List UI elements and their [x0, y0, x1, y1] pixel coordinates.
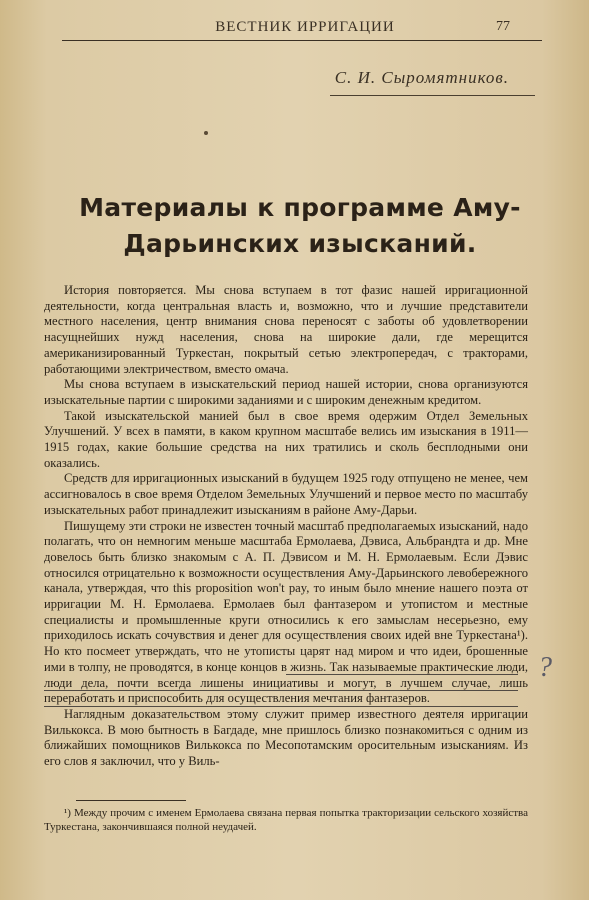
- footnote: ¹) Между прочим с именем Ермолаева связана первая попытка тракторизации сельского хозяйства Туркестана, закончившаяся полной неудачей.: [44, 807, 528, 833]
- author-name: С. И. Сыромятников.: [334, 68, 509, 87]
- pencil-underline-3: [44, 706, 518, 707]
- header-rule: [62, 40, 542, 41]
- page-number: 77: [496, 19, 510, 34]
- margin-question-mark: ?: [538, 652, 552, 683]
- paragraph-4: Средств для ирригационных изысканий в будущем 1925 году отпущено не менее, чем ассигновалось в свое время Отделом Земельных Улучшений и первое место по масштабу изыскательных работ принадлежит изысканиям в районе Аму-Дарьи.: [44, 471, 528, 517]
- paragraph-1: История повторяется. Мы снова вступаем в тот фазис нашей ирригационной деятельности, когда центральная власть и, возможно, что и лучшие представители местного населения, центр внимания снова переносят с заботы об удовлетворении насущнейших нужд населения, снова на широкие дали, где мерещится американизированный Туркестан, покрытый сетью электропередач, с тракторами, работающими электричеством, вместо омача.: [44, 283, 528, 376]
- author-rule: [330, 95, 535, 96]
- paragraph-6: Наглядным доказательством этому служит пример известного деятеля ирригации Вилькокса. В мою бытность в Багдаде, мне пришлось близко познакомиться с одним из ближайших помощников Вилькокса по Месопотамским оросительным изысканиям. Из его слов я заключил, что у Виль-: [44, 706, 528, 769]
- ink-dot: [204, 131, 208, 135]
- journal-title: ВЕСТНИК ИРРИГАЦИИ: [215, 19, 395, 35]
- running-header: [60, 14, 550, 36]
- footnote-rule: [76, 800, 186, 801]
- article-body: [44, 283, 528, 770]
- paragraph-3: Такой изыскательской манией был в свое время одержим Отдел Земельных Улучшений. У всех в памяти, в каком крупном масштабе велись им изыскания в 1911—1915 годах, какие большие средства на них тратились и сколь бесплодными они оказались.: [44, 408, 528, 470]
- paragraph-5: Пишущему эти строки не известен точный масштаб предполагаемых изысканий, надо полагать, что он немногим меньше масштаба Ермолаева, Дэвиса, Альбрандта и др. Мне довелось быть близко знакомым с А. П. Дэвисом и М. Н. Ермолаевым. Если Дэвис относился отрицательно к возможности осуществления Аму-Дарьинского левобережного канала, утверждая, что this proposition won't pay, то иным было мнение нашего поэта от ирригации М. Н. Ермолаева. Ермолаев был фантазером и утопистом и местные специалисты и промышленные круги относились к его замыслам несерьезно, ему приходилось искать сочувствия и денег для осуществления своих идей вне Туркестана¹). Но кто посмеет утверждать, что не утописты царят над миром и что идеи, брошенные ими в толпу, не проводятся, в конце концов в жизнь. Так называемые практические люди, люди дела, почти всегда лишены инициативы и могут, в лучшем случае, лишь переработать и приспособить для осуществления мечтания фантазеров.: [44, 518, 528, 706]
- article-title: Материалы к программе Аму-Дарьинских изысканий.: [79, 193, 521, 258]
- paragraph-2: Мы снова вступаем в изыскательский период нашей истории, снова организуются изыскательные партии с широкими заданиями и с широким денежным кредитом.: [44, 377, 528, 407]
- pencil-underline-1: [286, 674, 518, 675]
- pencil-underline-2: [44, 690, 518, 691]
